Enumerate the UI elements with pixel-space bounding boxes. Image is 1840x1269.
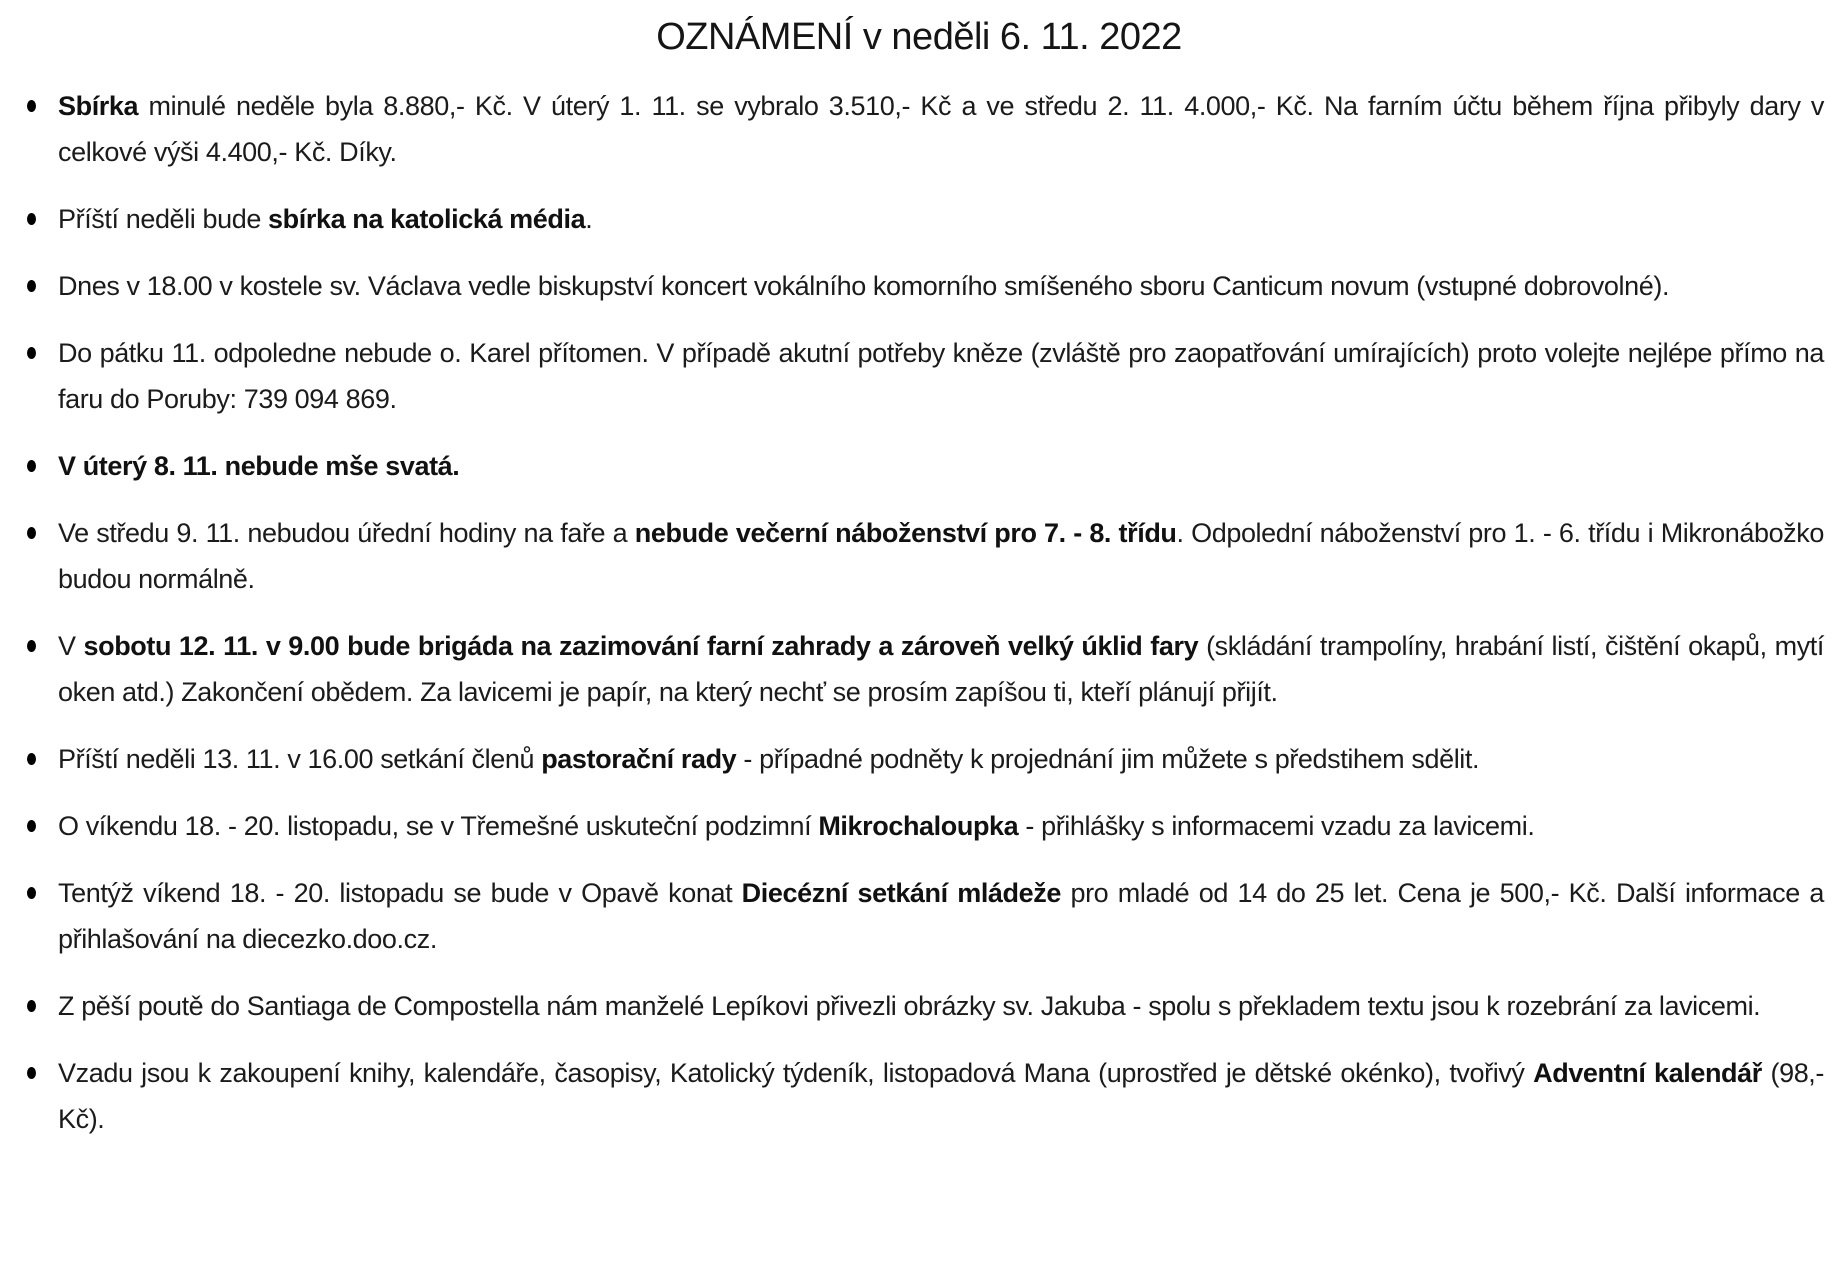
announcement-list — [14, 83, 1824, 1142]
list-item-text: Příští neděli 13. 11. v 16.00 setkání členů pastorační rady - případné podněty k projednání jim můžete s předstihem sdělit. — [58, 744, 1480, 774]
list-item — [14, 870, 1824, 962]
list-item — [14, 443, 1824, 489]
list-item-text: Ve středu 9. 11. nebudou úřední hodiny na faře a nebude večerní náboženství pro 7. - 8. třídu. Odpolední náboženství pro 1. - 6. třídu i Mikronábožko budou normálně. — [58, 518, 1824, 594]
bullet-icon — [27, 347, 36, 359]
list-item — [14, 510, 1824, 602]
list-item — [14, 196, 1824, 242]
list-item — [14, 803, 1824, 849]
list-item-text: Dnes v 18.00 v kostele sv. Václava vedle biskupství koncert vokálního komorního smíšeného sboru Canticum novum (vstupné dobrovolné). — [58, 271, 1670, 301]
list-item — [14, 623, 1824, 715]
list-item-text: Do pátku 11. odpoledne nebude o. Karel přítomen. V případě akutní potřeby kněze (zvláště pro zaopatřování umírajících) proto volejte nejlépe přímo na faru do Poruby: 739 094 869. — [58, 338, 1824, 414]
list-item-text: Sbírka minulé neděle byla 8.880,- Kč. V úterý 1. 11. se vybralo 3.510,- Kč a ve středu 2. 11. 4.000,- Kč. Na farním účtu během října přibyly dary v celkové výši 4.400,- Kč. Díky. — [58, 91, 1824, 167]
bullet-icon — [27, 820, 36, 832]
list-item — [14, 263, 1824, 309]
list-item-text: Vzadu jsou k zakoupení knihy, kalendáře, časopisy, Katolický týdeník, listopadová Mana (uprostřed je dětské okénko), tvořivý Adventní kalendář (98,- Kč). — [58, 1058, 1824, 1134]
bullet-icon — [27, 527, 36, 539]
bullet-icon — [27, 1000, 36, 1012]
list-item-text: O víkendu 18. - 20. listopadu, se v Třemešné uskuteční podzimní Mikrochaloupka - přihlášky s informacemi vzadu za lavicemi. — [58, 811, 1535, 841]
bullet-icon — [27, 460, 36, 472]
bullet-icon — [27, 1067, 36, 1079]
bullet-icon — [27, 100, 36, 112]
bullet-icon — [27, 753, 36, 765]
page-title: OZNÁMENÍ v neděli 6. 11. 2022 — [656, 16, 1182, 58]
list-item — [14, 736, 1824, 782]
list-item-text: Tentýž víkend 18. - 20. listopadu se bude v Opavě konat Diecézní setkání mládeže pro mladé od 14 do 25 let. Cena je 500,- Kč. Další informace a přihlašování na diecezko.doo.cz. — [58, 878, 1824, 954]
list-item — [14, 1050, 1824, 1142]
bullet-icon — [27, 887, 36, 899]
list-item-text: Z pěší poutě do Santiaga de Compostella nám manželé Lepíkovi přivezli obrázky sv. Jakuba - spolu s překladem textu jsou k rozebrání za lavicemi. — [58, 991, 1761, 1021]
bullet-icon — [27, 280, 36, 292]
list-item-text: V sobotu 12. 11. v 9.00 bude brigáda na zazimování farní zahrady a zároveň velký úklid fary (skládání trampolíny, hrabání listí, čištění okapů, mytí oken atd.) Zakončení obědem. Za lavicemi je papír, na který nechť se prosím zapíšou ti, kteří plánují přijít. — [58, 631, 1825, 707]
bullet-icon — [27, 213, 36, 225]
list-item — [14, 83, 1824, 175]
list-item — [14, 983, 1824, 1029]
list-item-text: V úterý 8. 11. nebude mše svatá. — [58, 451, 460, 481]
list-item — [14, 330, 1824, 422]
list-item-text: Příští neděli bude sbírka na katolická média. — [58, 204, 593, 234]
bullet-icon — [27, 640, 36, 652]
